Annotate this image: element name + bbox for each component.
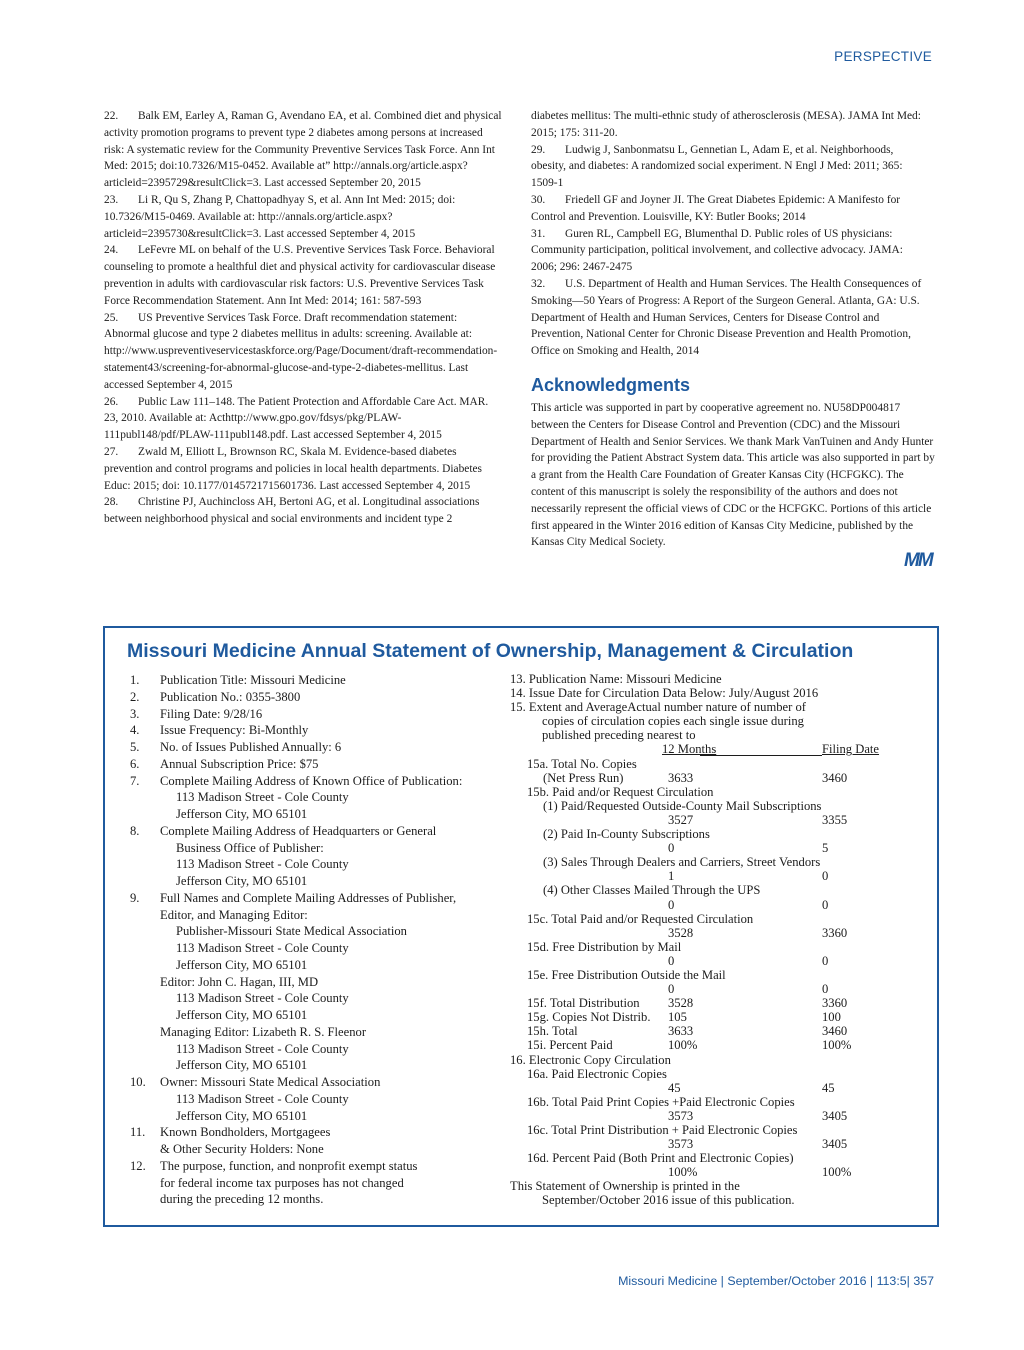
reference-text: Balk EM, Earley A, Raman G, Avendano EA, et al. Combined diet and physical activity promotion programs to prevent type 2 diabetes among persons at increased risk: A systematic review for the Community Preventive Services Task Force. Ann Int Med: 2015; doi:10.7326/M15-0452. Available at” http://annals.org/article.aspx?articleid=2395729&resultClick=3. Last accessed September 20, 2015: [104, 110, 502, 190]
circulation-cell: 45: [822, 1080, 835, 1095]
reference-number: 30.: [531, 193, 546, 206]
circulation-row: [510, 1067, 890, 1081]
reference-text: Public Law 111–148. The Patient Protection and Affordable Care Act. MAR. 23, 2010. Available at: Acthttp://www.gpo.gov/fdsys/pkg/PLAW-111publ148/pdf/PLAW-111publ148.pdf. Last accessed September 4, 2015: [104, 395, 489, 442]
circulation-cell: 15g. Copies Not Distrib.: [527, 1010, 651, 1025]
circulation-cell: 0: [822, 982, 829, 997]
circulation-cell: (Net Press Run): [543, 770, 624, 785]
statement-item-text: Jefferson City, MO 65101: [176, 1008, 308, 1022]
page-footer: Missouri Medicine | September/October 2016 | 113:5| 357: [618, 1274, 934, 1288]
statement-item-number: 10.: [130, 1075, 146, 1089]
circulation-cell: 0: [668, 953, 675, 968]
statement-item-number: 9.: [130, 890, 140, 905]
statement-line: [130, 1191, 490, 1208]
circulation-row: [510, 672, 890, 686]
circulation-cell: 15c. Total Paid and/or Requested Circulation: [527, 911, 754, 926]
reference-item: [104, 310, 504, 394]
statement-item-text: Jefferson City, MO 65101: [176, 1058, 308, 1073]
reference-item: [104, 108, 504, 192]
statement-line: [130, 722, 490, 739]
statement-item-text: 113 Madison Street - Cole County: [176, 1091, 349, 1106]
circulation-cell: 16. Electronic Copy Circulation: [510, 1052, 671, 1067]
reference-item: [531, 192, 931, 226]
circulation-row: [510, 926, 890, 940]
statement-line: [130, 689, 490, 706]
circulation-row: [510, 1053, 890, 1067]
circulation-row: [510, 1081, 890, 1095]
circulation-cell: 0: [668, 982, 675, 997]
circulation-row: [510, 757, 890, 771]
circulation-row: [510, 869, 890, 883]
statement-item-text: Issue Frequency: Bi-Monthly: [160, 723, 309, 738]
circulation-cell: 100%: [822, 1165, 852, 1180]
circulation-cell: 0: [822, 953, 829, 968]
circulation-row: [510, 940, 890, 954]
statement-item-text: Managing Editor: Lizabeth R. S. Fleenor: [160, 1024, 367, 1039]
statement-line: [130, 840, 490, 857]
statement-item-text: Jefferson City, MO 65101: [176, 957, 308, 972]
statement-line: [130, 1175, 490, 1192]
circulation-row: [510, 1151, 890, 1165]
circulation-cell: 3360: [822, 925, 848, 940]
circulation-cell: This Statement of Ownership is printed in the: [510, 1179, 740, 1194]
circulation-cell: 100%: [668, 1038, 698, 1053]
circulation-cell: 3360: [822, 996, 848, 1011]
statement-line: [130, 957, 490, 974]
statement-item-text: 113 Madison Street - Cole County: [176, 1041, 349, 1056]
references-right-column: [531, 108, 931, 360]
statement-item-text: Owner: Missouri State Medical Association: [160, 1075, 381, 1089]
reference-text: Li R, Qu S, Zhang P, Chattopadhyay S, et al. Ann Int Med: 2015; doi: 10.7326/M15-0469. Available at: http://annals.org/article.aspx?articleid=2395730&resultClick=3. Last accessed September 4, 2015: [104, 193, 456, 240]
circulation-row: [510, 785, 890, 799]
circulation-cell: 1: [668, 869, 675, 884]
statement-item-text: Business Office of Publisher:: [176, 840, 324, 855]
circulation-row: [510, 954, 890, 968]
statement-item-text: Publication Title: Missouri Medicine: [160, 673, 346, 687]
reference-item: [104, 394, 504, 444]
circulation-cell: 0: [668, 841, 675, 856]
reference-item: [104, 242, 504, 309]
reference-item: [104, 444, 504, 494]
statement-item-text: Annual Subscription Price: $75: [160, 756, 319, 771]
circulation-cell: 12 Months: [662, 742, 717, 757]
statement-item-number: 11.: [130, 1125, 146, 1140]
circulation-cell: 3633: [668, 770, 694, 785]
acknowledgments-heading: Acknowledgments: [531, 375, 691, 395]
statement-item-text: Publisher-Missouri State Medical Association: [176, 924, 407, 939]
reference-item: [104, 494, 504, 528]
references-left-column: [104, 108, 504, 528]
statement-line: [130, 672, 490, 689]
circulation-row: [510, 1165, 890, 1179]
statement-line: [130, 756, 490, 773]
circulation-cell: 15b. Paid and/or Request Circulation: [527, 784, 714, 799]
circulation-row: [510, 883, 890, 897]
statement-item-number: 12.: [130, 1158, 146, 1173]
circulation-cell: 100: [822, 1010, 841, 1025]
reference-text: Christine PJ, Auchincloss AH, Bertoni AG, et al. Longitudinal associations between neighborhood physical and social environments and incident type 2: [104, 496, 480, 526]
statement-item-number: 8.: [130, 823, 140, 838]
circulation-cell: 15f. Total Distribution: [527, 996, 640, 1011]
statement-line: [130, 923, 490, 940]
statement-line: [130, 1024, 490, 1041]
statement-line: [130, 1158, 490, 1175]
circulation-cell: [700, 742, 822, 756]
reference-text: Zwald M, Elliott L, Brownson RC, Skala M. Evidence-based diabetes prevention and control programs and policies in local health departments. Diabetes Educ: 2015; doi: 10.1177/0145721715601736. Last accessed September 4, 2015: [104, 445, 482, 492]
statement-item-number: 7.: [130, 773, 140, 788]
statement-line: [130, 974, 490, 991]
statement-item-text: Publication No.: 0355-3800: [160, 689, 301, 704]
circulation-cell: 3460: [822, 1024, 848, 1039]
circulation-row: [510, 714, 890, 728]
circulation-row: [510, 1137, 890, 1151]
statement-item-number: 2.: [130, 689, 140, 704]
statement-line: [130, 1074, 490, 1091]
mm-logo: MM: [904, 550, 932, 571]
reference-text: LeFevre ML on behalf of the U.S. Preventive Services Task Force. Behavioral counseling to promote a healthful diet and physical activity for cardiovascular disease prevention in adults with cardiovascular risk factors: U.S. Preventive Services Task Force Recommendation Statement. Ann Int Med: 2014; 161: 587-593: [104, 244, 496, 307]
circulation-row: [510, 771, 890, 785]
circulation-row: [510, 813, 890, 827]
statement-line: [130, 1057, 490, 1074]
statement-line: [130, 890, 490, 907]
circulation-row: [510, 700, 890, 714]
circulation-cell: 3573: [668, 1108, 694, 1123]
reference-number: 32.: [531, 277, 546, 290]
statement-item-text: Full Names and Complete Mailing Addresses of Publisher,: [160, 890, 457, 905]
reference-number: 31.: [531, 227, 546, 240]
reference-text: Guren RL, Campbell EG, Blumenthal D. Public roles of US physicians: Community participation, political involvement, and collective advocacy. JAMA: 2006; 296: 2467-2475: [531, 227, 903, 274]
circulation-cell: 15h. Total: [527, 1024, 578, 1039]
statement-line: [130, 1091, 490, 1108]
statement-line: [130, 823, 490, 840]
reference-number: 28.: [104, 496, 119, 509]
circulation-cell: 14. Issue Date for Circulation Data Below: July/August 2016: [510, 686, 819, 701]
statement-line: [130, 806, 490, 823]
circulation-cell: 3573: [668, 1137, 694, 1152]
statement-item-number: 4.: [130, 723, 140, 738]
circulation-cell: (1) Paid/Requested Outside-County Mail Subscriptions: [543, 798, 822, 813]
statement-item-text: 113 Madison Street - Cole County: [176, 991, 349, 1006]
circulation-cell: 100%: [668, 1165, 698, 1180]
statement-item-text: Complete Mailing Address of Headquarters or General: [160, 823, 437, 838]
circulation-cell: 15e. Free Distribution Outside the Mail: [527, 967, 726, 982]
statement-line: [130, 739, 490, 756]
reference-number: 25.: [104, 311, 119, 324]
reference-text: U.S. Department of Health and Human Services. The Health Consequences of Smoking—50 Years of Progress: A Report of the Surgeon General. Atlanta, GA: U.S. Department of Health and Human Services, Centers for Disease Control and Prevention, National Center for Chronic Disease Prevention and Health Promotion, Office on Smoking and Health, 2014: [531, 277, 922, 358]
circulation-cell: 15a. Total No. Copies: [527, 756, 637, 771]
circulation-row: [510, 1193, 890, 1207]
circulation-cell: 15. Extent and AverageActual number nature of number of: [510, 700, 806, 715]
reference-item: [531, 142, 931, 192]
circulation-row: [510, 728, 890, 742]
statement-line: [130, 990, 490, 1007]
statement-left-column: [130, 672, 490, 1208]
circulation-row: [510, 968, 890, 982]
circulation-row: [510, 1109, 890, 1123]
statement-line: [130, 1124, 490, 1141]
reference-number: 23.: [104, 193, 119, 206]
statement-line: [130, 907, 490, 924]
circulation-row: [510, 686, 890, 700]
circulation-cell: 45: [668, 1080, 681, 1095]
section-label: PERSPECTIVE: [834, 49, 932, 64]
statement-line: [130, 1007, 490, 1024]
circulation-cell: 16d. Percent Paid (Both Print and Electronic Copies): [527, 1151, 794, 1166]
reference-number: 29.: [531, 143, 546, 156]
statement-item-text: Complete Mailing Address of Known Office of Publication:: [160, 773, 463, 788]
circulation-cell: 3355: [822, 812, 848, 827]
statement-item-text: Jefferson City, MO 65101: [176, 1108, 308, 1123]
statement-item-text: Editor, and Managing Editor:: [160, 907, 308, 922]
circulation-cell: 0: [822, 897, 829, 912]
statement-item-number: 1.: [130, 673, 140, 687]
circulation-row: [510, 1024, 890, 1038]
statement-line: [130, 873, 490, 890]
circulation-cell: (4) Other Classes Mailed Through the UPS: [543, 883, 761, 898]
statement-line: [130, 940, 490, 957]
statement-item-text: during the preceding 12 months.: [160, 1192, 324, 1207]
reference-number: 22.: [104, 110, 119, 122]
statement-item-text: Editor: John C. Hagan, III, MD: [160, 974, 319, 989]
statement-item-text: Jefferson City, MO 65101: [176, 874, 308, 888]
circulation-row: [510, 742, 890, 756]
reference-item: [531, 226, 931, 276]
circulation-row: [510, 1123, 890, 1137]
statement-item-text: 113 Madison Street - Cole County: [176, 790, 349, 805]
acknowledgments-text: This article was supported in part by cooperative agreement no. NU58DP004817 between the Centers for Disease Control and Prevention (CDC) and the Missouri Department of Health and Senior Services. We thank Mark VanTuinen and Andy Hunter for providing the Patient Abstract System data. This article was also supported in part by a grant from the Health Care Foundation of Greater Kansas City (HCFGKC). The content of this manuscript is solely the responsibility of the authors and does not necessarily represent the official views of CDC or the HCFGKC. Portions of this article first appeared in the Winter 2016 edition of Kansas City Medicine, published by the Kansas City Medical Society.: [531, 402, 935, 549]
circulation-row: [510, 898, 890, 912]
circulation-cell: (2) Paid In-County Subscriptions: [543, 827, 710, 842]
reference-item: [104, 192, 504, 242]
statement-item-text: for federal income tax purposes has not changed: [160, 1175, 404, 1190]
statement-line: [130, 789, 490, 806]
reference-number: 24.: [104, 244, 119, 257]
statement-title: Missouri Medicine Annual Statement of Ownership, Management & Circulation: [127, 640, 854, 662]
circulation-row: [510, 1010, 890, 1024]
circulation-row: [510, 841, 890, 855]
circulation-cell: September/October 2016 issue of this publication.: [542, 1193, 795, 1208]
reference-text: Ludwig J, Sanbonmatsu L, Gennetian L, Adam E, et al. Neighborhoods, obesity, and diabetes: A randomized social experiment. N Engl J Med: 2011; 365: 1509-1: [531, 143, 903, 190]
circulation-cell: 16c. Total Print Distribution + Paid Electronic Copies: [527, 1123, 798, 1137]
statement-item-number: 3.: [130, 706, 140, 721]
circulation-cell: 3528: [668, 996, 694, 1011]
statement-item-text: The purpose, function, and nonprofit exempt status: [160, 1158, 418, 1173]
reference-text: US Preventive Services Task Force. Draft recommendation statement: Abnormal glucose and type 2 diabetes mellitus in adults: screening. Available at: http://www.uspreventiveservicestaskforce.org/Page/Document/draft-recommendation-statement43/screening-for-abnormal-glucose-and-type-2-diabetes-mellitus. Last accessed September 4, 2015: [104, 311, 498, 391]
circulation-row: [510, 912, 890, 926]
circulation-cell: 3460: [822, 770, 848, 785]
statement-right-column: [510, 672, 890, 1208]
reference-item: [531, 276, 931, 360]
statement-line: [130, 1141, 490, 1158]
statement-item-text: 113 Madison Street - Cole County: [176, 941, 349, 955]
circulation-cell: 0: [822, 869, 829, 884]
statement-line: [130, 1108, 490, 1125]
statement-item-text: No. of Issues Published Annually: 6: [160, 740, 342, 754]
statement-line: [130, 706, 490, 723]
reference-text: Friedell GF and Joyner JI. The Great Diabetes Epidemic: A Manifesto for Control and Prevention. Louisville, KY: Butler Books; 2014: [531, 193, 901, 223]
circulation-cell: 3633: [668, 1024, 694, 1039]
circulation-cell: 15i. Percent Paid: [527, 1038, 613, 1053]
statement-item-text: Known Bondholders, Mortgagees: [160, 1125, 331, 1140]
circulation-row: [510, 996, 890, 1010]
circulation-cell: copies of circulation copies each single issue during: [542, 714, 804, 729]
circulation-cell: 3528: [668, 925, 694, 940]
circulation-cell: 3405: [822, 1137, 848, 1152]
circulation-row: [510, 1095, 890, 1109]
circulation-row: [510, 1179, 890, 1193]
reference-number: 26.: [104, 395, 119, 408]
circulation-cell: Filing Date: [822, 742, 880, 757]
reference-continuation: diabetes mellitus: The multi-ethnic study of atherosclerosis (MESA). JAMA Int Med: 2015; 175: 311-20.: [531, 110, 921, 139]
statement-item-number: 5.: [130, 740, 140, 754]
circulation-cell: 3527: [668, 812, 694, 827]
circulation-cell: 105: [668, 1010, 687, 1025]
circulation-row: [510, 982, 890, 996]
circulation-cell: 0: [668, 897, 675, 912]
circulation-cell: 16b. Total Paid Print Copies +Paid Electronic Copies: [527, 1094, 795, 1109]
statement-line: [130, 773, 490, 790]
statement-line: [130, 856, 490, 873]
circulation-cell: 100%: [822, 1038, 852, 1053]
statement-line: [130, 1041, 490, 1058]
circulation-row: [510, 1038, 890, 1052]
circulation-row: [510, 827, 890, 841]
statement-item-number: 6.: [130, 756, 140, 771]
statement-item-text: & Other Security Holders: None: [160, 1142, 324, 1156]
reference-number: 27.: [104, 445, 119, 458]
circulation-cell: 16a. Paid Electronic Copies: [527, 1066, 667, 1081]
circulation-row: [510, 799, 890, 813]
circulation-cell: 13. Publication Name: Missouri Medicine: [510, 672, 722, 686]
circulation-cell: published preceding nearest to: [542, 728, 696, 743]
circulation-cell: 15d. Free Distribution by Mail: [527, 939, 682, 954]
circulation-row: [510, 855, 890, 869]
statement-item-text: Filing Date: 9/28/16: [160, 706, 263, 721]
statement-item-text: Jefferson City, MO 65101: [176, 807, 308, 821]
circulation-cell: (3) Sales Through Dealers and Carriers, Street Vendors: [543, 855, 821, 870]
circulation-cell: 3405: [822, 1108, 848, 1123]
circulation-cell: 5: [822, 841, 829, 856]
statement-item-text: 113 Madison Street - Cole County: [176, 857, 349, 872]
